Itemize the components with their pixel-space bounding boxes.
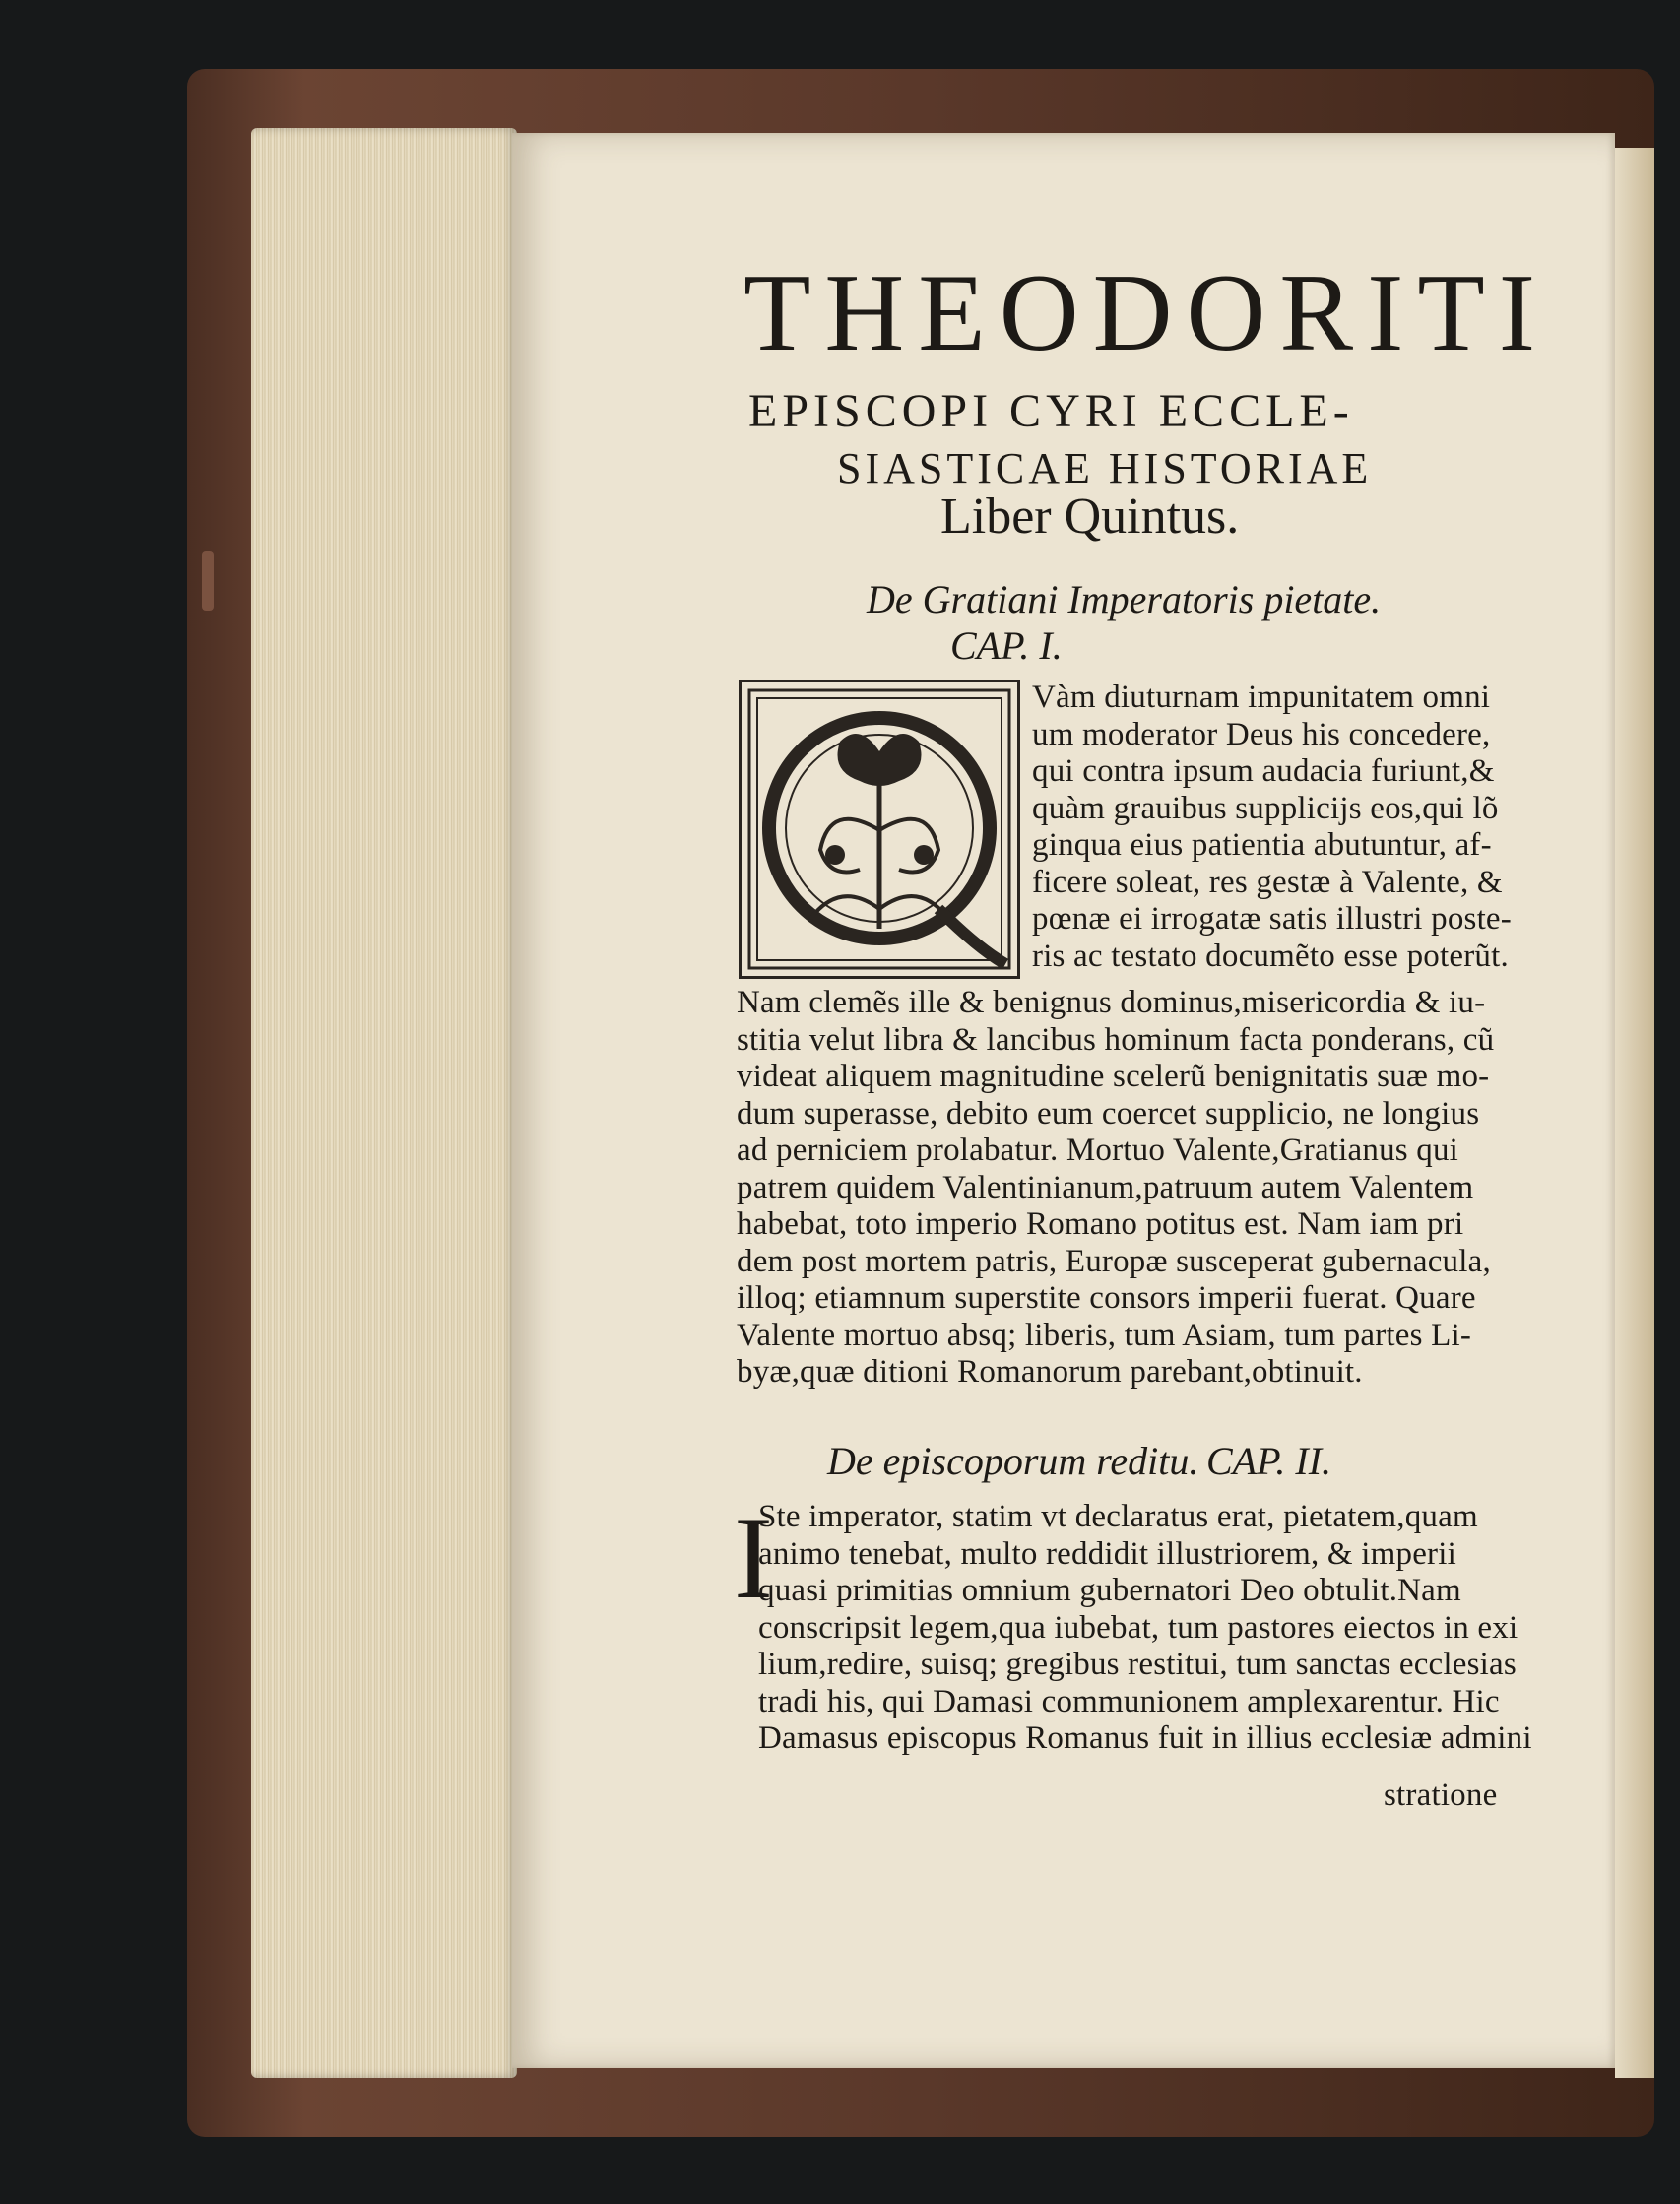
page-title: THEODORITI	[743, 252, 1550, 374]
subtitle-line-1: EPISCOPI CYRI ECCLE-	[748, 385, 1354, 437]
chapter2-heading: De episcoporum reditu.	[827, 1439, 1199, 1483]
chapter1-heading: De Gratiani Imperatoris pietate.	[867, 577, 1382, 621]
text-line: conscripsit legem,qua iubebat, tum pastores eiectos in exi	[758, 1609, 1518, 1646]
text-line: pœnæ ei irrogatæ satis illustri poste-	[1032, 901, 1512, 937]
decorated-initial-q	[739, 680, 1020, 979]
text-line: Ste imperator, statim vt declaratus erat, pietatem,quam	[758, 1499, 1478, 1534]
text-line: dum superasse, debito eum coercet supplicio, ne longius	[737, 1095, 1480, 1132]
book-number: Liber Quintus.	[940, 488, 1240, 545]
text-line: stitia velut libra & lancibus hominum facta ponderans, cũ	[737, 1021, 1495, 1058]
text-line: videat aliquem magnitudine scelerũ benignitatis suæ mo-	[737, 1059, 1490, 1094]
text-line: byæ,quæ ditioni Romanorum parebant,obtinuit.	[737, 1354, 1363, 1390]
text-line: lium,redire, suisq; gregibus restitui, tum sanctas ecclesias	[758, 1647, 1517, 1682]
text-line: quasi primitias omnium gubernatori Deo obtulit.Nam	[758, 1573, 1461, 1608]
text-line: Nam clemẽs ille & benignus dominus,misericordia & iu-	[737, 985, 1486, 1020]
text-line: quàm grauibus supplicijs eos,qui lõ	[1032, 790, 1499, 826]
chapter1-number: CAP. I.	[950, 623, 1063, 668]
facing-page-edge	[1615, 148, 1654, 2078]
text-line: ris ac testato documẽto esse poterũt.	[1032, 938, 1509, 974]
text-line: ficere soleat, res gestæ à Valente, &	[1032, 864, 1503, 900]
text-line: Vàm diuturnam impunitatem omni	[1032, 680, 1491, 715]
floral-ornament-icon	[742, 682, 1017, 976]
text-line: tradi his, qui Damasi communionem amplexarentur. Hic	[758, 1683, 1500, 1719]
chapter2-initial: I	[734, 1492, 773, 1623]
text-line: dem post mortem patris, Europæ susceperat gubernacula,	[737, 1243, 1491, 1279]
catchword: stratione	[1384, 1778, 1498, 1813]
text-line: habebat, toto imperio Romano potitus est. Nam iam pri	[737, 1206, 1464, 1242]
text-line: Valente mortuo absq; liberis, tum Asiam, tum partes Li-	[737, 1317, 1472, 1353]
text-line: illoq; etiamnum superstite consors imperii fuerat. Quare	[737, 1280, 1476, 1316]
binding-clasp	[202, 551, 214, 611]
text-line: Damasus episcopus Romanus fuit in illius ecclesiæ admini	[758, 1720, 1532, 1756]
text-line: patrem quidem Valentinianum,patruum autem Valentem	[737, 1169, 1474, 1205]
text-line: qui contra ipsum audacia furiunt,&	[1032, 753, 1495, 789]
page-stack-edge	[251, 128, 517, 2078]
text-line: ginqua eius patientia abutuntur, af-	[1032, 827, 1492, 863]
text-line: animo tenebat, multo reddidit illustriorem, & imperii	[758, 1535, 1456, 1572]
text-line: um moderator Deus his concedere,	[1032, 716, 1491, 752]
chapter2-number: CAP. II.	[1206, 1439, 1332, 1483]
text-line: ad perniciem prolabatur. Mortuo Valente,Gratianus qui	[737, 1133, 1459, 1168]
subtitle-line-2: SIASTICAE HISTORIAE	[837, 444, 1373, 492]
